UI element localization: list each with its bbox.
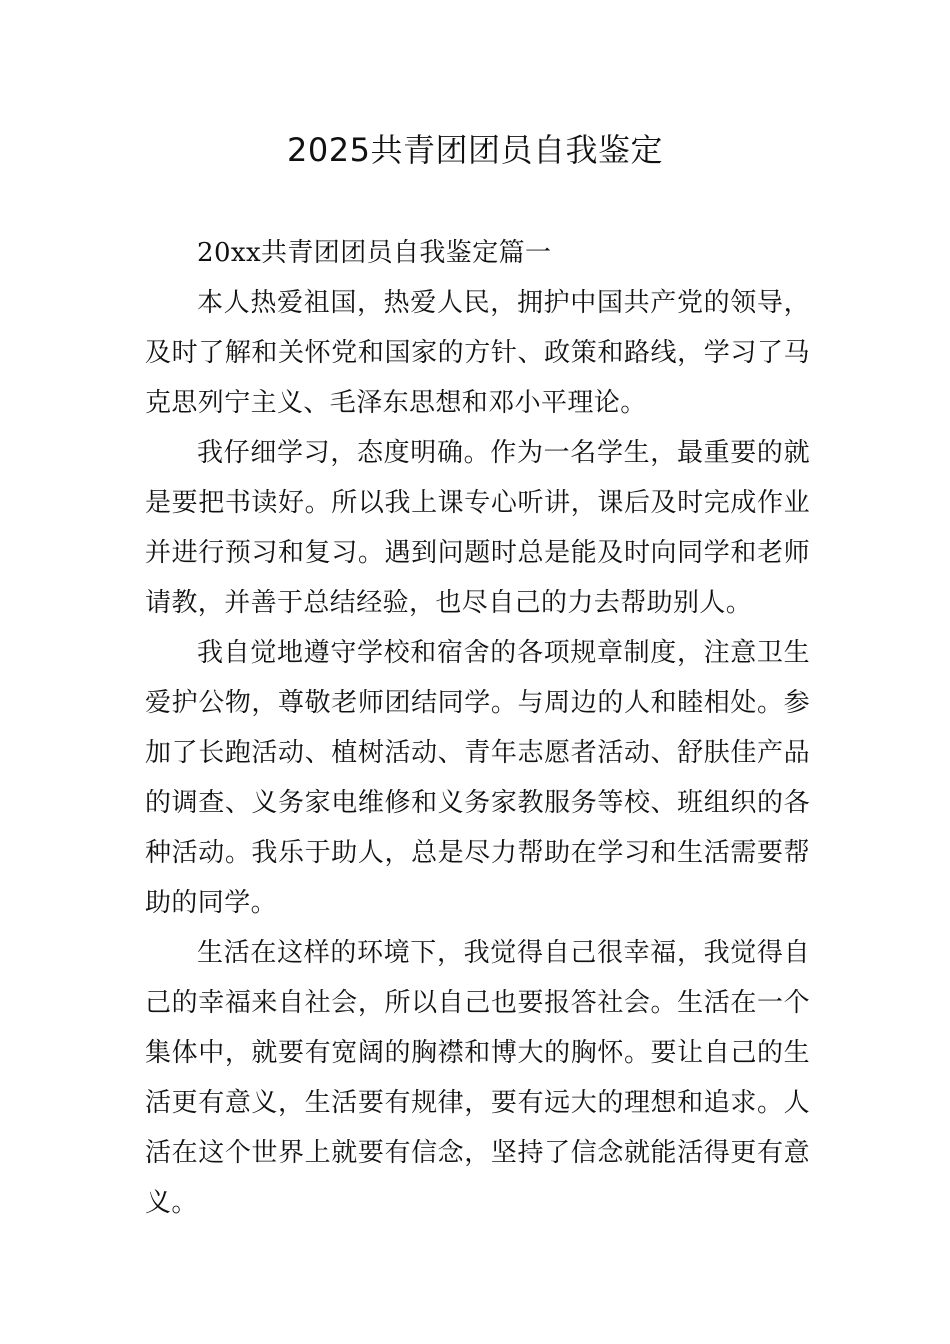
section-heading: 20xx共青团团员自我鉴定篇一 — [197, 238, 552, 268]
document-title: 2025共青团团员自我鉴定 — [287, 131, 663, 169]
paragraph-2: 我仔细学习，态度明确。作为一名学生，最重要的就是要把书读好。所以我上课专心听讲，课后及时完成作业并进行预习和复习。遇到问题时总是能及时向同学和老师请教，并善于总结经验，也尽自己的力去帮助别人。 — [145, 438, 810, 618]
paragraph-3: 我自觉地遵守学校和宿舍的各项规章制度，注意卫生爱护公物，尊敬老师团结同学。与周边的人和睦相处。参加了长跑活动、植树活动、青年志愿者活动、舒肤佳产品的调查、义务家电维修和义务家教服务等校、班组织的各种活动。我乐于助人，总是尽力帮助在学习和生活需要帮助的同学。 — [145, 638, 810, 918]
paragraph-1: 本人热爱祖国，热爱人民，拥护中国共产党的领导，及时了解和关怀党和国家的方针、政策和路线，学习了马克思列宁主义、毛泽东思想和邓小平理论。 — [145, 288, 810, 418]
document-body — [145, 228, 810, 1228]
paragraph-4: 生活在这样的环境下，我觉得自己很幸福，我觉得自己的幸福来自社会，所以自己也要报答社会。生活在一个集体中，就要有宽阔的胸襟和博大的胸怀。要让自己的生活更有意义，生活要有规律，要有远大的理想和追求。人活在这个世界上就要有信念，坚持了信念就能活得更有意义。 — [145, 938, 810, 1218]
